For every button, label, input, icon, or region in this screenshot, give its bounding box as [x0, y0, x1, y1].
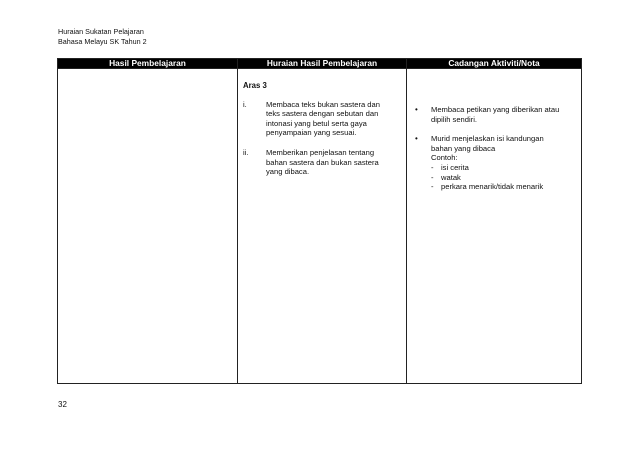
- example-text: perkara menarik/tidak menarik: [441, 182, 544, 192]
- outcome-text: [266, 100, 396, 138]
- table-header-row: [58, 59, 582, 69]
- example-item-watak: [431, 173, 577, 183]
- table-row: [58, 69, 582, 384]
- dash-icon: -: [431, 172, 434, 182]
- document-header: [58, 27, 147, 46]
- curriculum-table: [57, 58, 582, 384]
- outcome-line: Membaca teks bukan sastera dan: [266, 99, 380, 109]
- outcome-item-1: [242, 100, 402, 138]
- activity-item-1: [411, 105, 577, 124]
- outcome-line: Memberikan penjelasan tentang: [266, 147, 375, 157]
- column-header-hasil-pembelajaran: Hasil Pembelajaran: [58, 59, 238, 69]
- example-text: isi cerita: [441, 162, 469, 172]
- activity-item-2: [411, 134, 577, 192]
- cadangan-aktiviti-cell: [407, 69, 582, 384]
- outcome-marker: ii.: [243, 147, 249, 157]
- outcome-line: bahan sastera dan bukan sastera: [266, 157, 379, 167]
- activity-line: Murid menjelaskan isi kandungan: [431, 134, 544, 144]
- column-header-cadangan-aktiviti: Cadangan Aktiviti/Nota: [407, 59, 582, 69]
- outcome-item-2: [242, 148, 402, 177]
- dash-icon: -: [431, 162, 434, 172]
- outcome-text: [266, 148, 396, 177]
- outcome-line: penyampaian yang sesuai.: [266, 128, 357, 138]
- column-header-huraian-hasil-pembelajaran: Huraian Hasil Pembelajaran: [238, 59, 407, 69]
- activity-text: [431, 105, 577, 124]
- huraian-hasil-pembelajaran-cell: [238, 69, 407, 384]
- bullet-icon: •: [415, 105, 418, 114]
- page-number: 32: [58, 400, 67, 409]
- hasil-pembelajaran-cell: [58, 69, 238, 384]
- activity-line: Contoh:: [431, 153, 458, 163]
- outcome-line: yang dibaca.: [266, 167, 310, 177]
- activity-text: [431, 134, 577, 192]
- outcome-line: intonasi yang betul serta gaya: [266, 118, 367, 128]
- bullet-icon: •: [415, 134, 418, 144]
- activity-line: bahan yang dibaca: [431, 143, 496, 153]
- dash-icon: -: [431, 182, 434, 192]
- activity-line: dipilih sendiri.: [431, 114, 478, 124]
- example-text: watak: [441, 172, 461, 182]
- outcome-line: teks sastera dengan sebutan dan: [266, 109, 379, 119]
- example-item-perkara-menarik: [431, 182, 577, 192]
- level-label: Aras 3: [243, 81, 267, 90]
- outcome-marker: i.: [243, 99, 247, 109]
- document-title: Huraian Sukatan Pelajaran: [58, 27, 144, 36]
- example-item-isi-cerita: [431, 163, 577, 173]
- activity-line: Membaca petikan yang diberikan atau: [431, 105, 560, 114]
- document-subtitle: Bahasa Melayu SK Tahun 2: [58, 36, 147, 46]
